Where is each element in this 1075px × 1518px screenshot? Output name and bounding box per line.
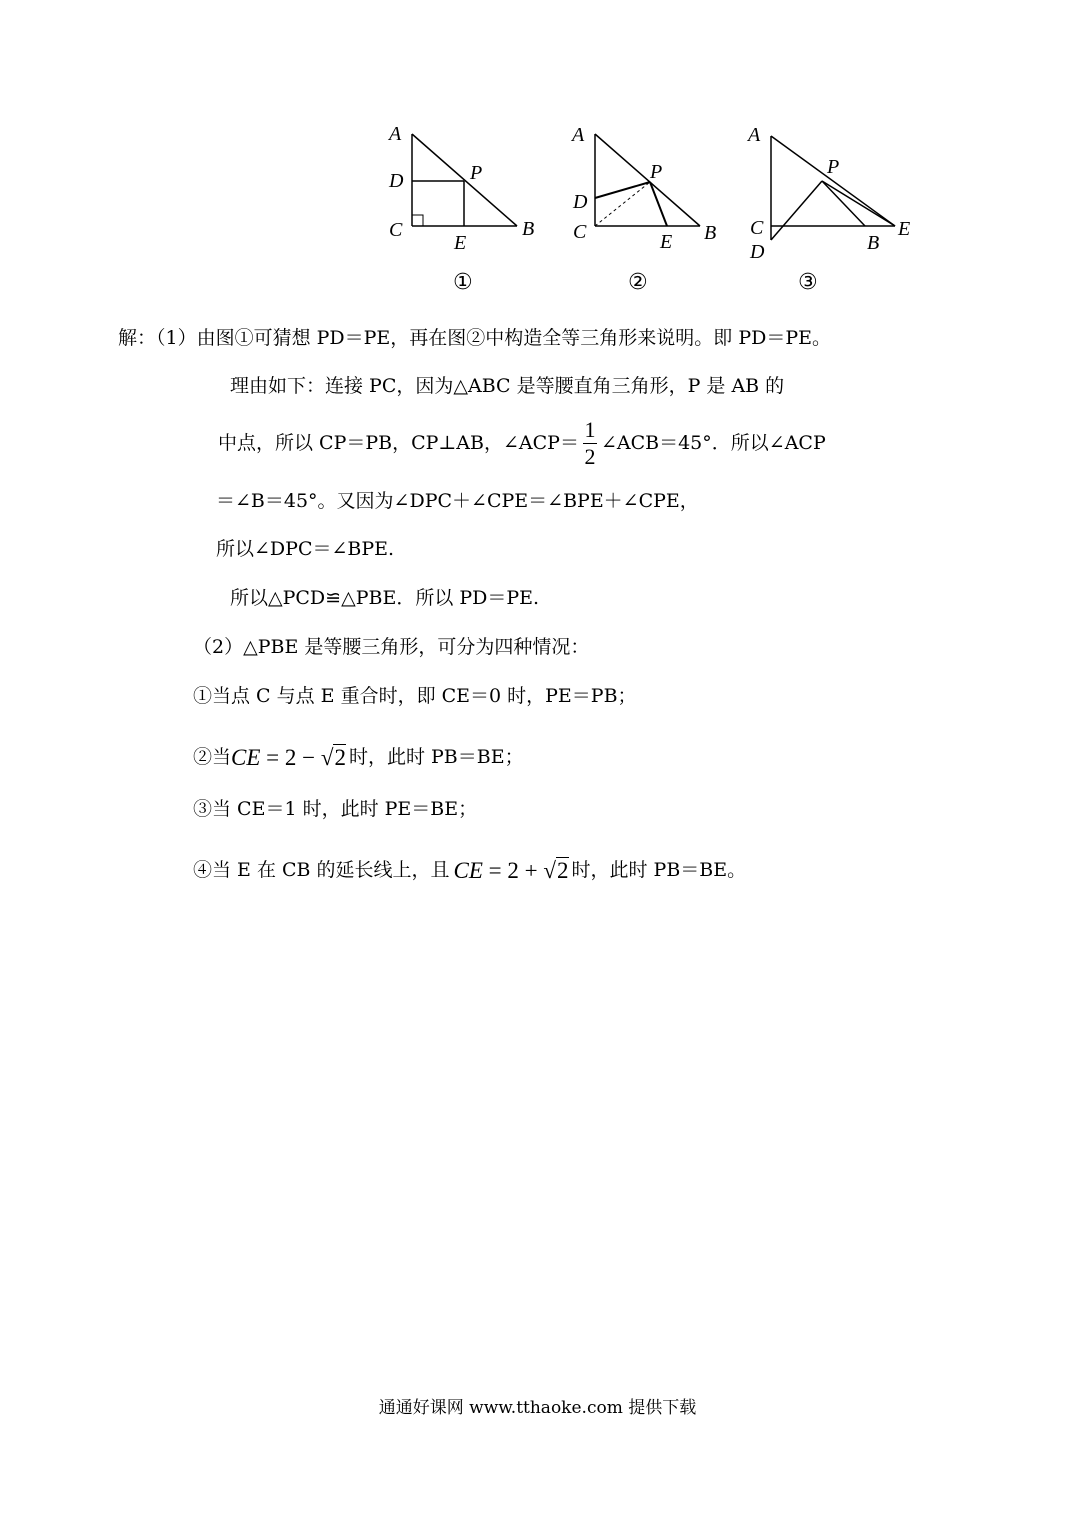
solution-line-9-pre: ②当: [193, 745, 232, 768]
fig2-caption: ②: [628, 270, 648, 295]
fig3-label-D: D: [750, 241, 765, 263]
fig1-label-E: E: [454, 232, 467, 254]
solution-line-3: [218, 418, 826, 468]
figure-3: [745, 118, 930, 298]
fig3-label-P: P: [827, 156, 840, 178]
fig3-caption: ③: [798, 270, 818, 295]
figure-2: [565, 118, 735, 298]
fig3-label-E: E: [898, 218, 911, 240]
fig2-label-D: D: [573, 191, 588, 213]
math-var-ce-2: CE: [453, 857, 483, 883]
solution-line-7: （2）△PBE 是等腰三角形，可分为四种情况：: [193, 636, 590, 658]
fig3-label-A: A: [748, 124, 761, 146]
fig2-label-A: A: [572, 124, 585, 146]
fraction-numerator: 1: [584, 417, 596, 443]
solution-line-2: 理由如下：连接 PC，因为△ABC 是等腰直角三角形，P 是 AB 的: [230, 375, 785, 397]
fig2-label-C: C: [573, 221, 587, 243]
solution-line-9: [193, 742, 524, 772]
solution-line-4: ＝∠B＝45°。又因为∠DPC＋∠CPE＝∠BPE＋∠CPE，: [216, 490, 699, 512]
sqrt-radicand-2: 2: [557, 857, 569, 883]
solution-line-10: ③当 CE＝1 时，此时 PE＝BE；: [193, 798, 478, 820]
fig1-caption: ①: [453, 270, 473, 295]
solution-line-5: 所以∠DPC＝∠BPE.: [216, 538, 395, 560]
fig1-label-B: B: [522, 218, 535, 240]
solution-line-3a: 中点，所以 CP＝PB，CP⊥AB，∠ACP＝: [218, 431, 579, 454]
sqrt-symbol-2: √2: [543, 857, 569, 883]
fig3-label-C: C: [750, 217, 764, 239]
sqrt-radicand: 2: [334, 744, 346, 770]
fig3-label-B: B: [867, 232, 880, 254]
solution-line-11-pre: ④当 E 在 CB 的延长线上，且: [193, 858, 450, 881]
fig2-label-P: P: [650, 161, 663, 183]
fraction-one-half: [583, 418, 597, 467]
solution-line-6: 所以△PCD≌△PBE．所以 PD＝PE.: [230, 587, 540, 609]
math-eq-plus: = 2 +: [482, 857, 544, 883]
math-ce-minus-sqrt2: [231, 746, 346, 769]
solution-line-1: 解：（1）由图①可猜想 PD＝PE，再在图②中构造全等三角形来说明。即 PD＝PE。: [118, 327, 832, 349]
math-ce-plus-sqrt2: [454, 859, 569, 882]
fraction-denominator: 2: [584, 443, 596, 469]
page-footer: 通通好课网 www.tthaoke.com 提供下载: [378, 1398, 697, 1418]
solution-line-9-post: 时，此时 PB＝BE；: [348, 745, 524, 768]
sqrt-symbol: √2: [320, 744, 346, 770]
math-eq-minus: = 2 −: [260, 744, 321, 770]
fig2-label-B: B: [704, 222, 717, 244]
fig1-label-P: P: [470, 162, 483, 184]
fig2-label-E: E: [660, 231, 673, 253]
fig1-label-D: D: [389, 170, 404, 192]
figure-1: [380, 118, 550, 298]
solution-line-11-post: 时，此时 PB＝BE。: [571, 858, 747, 881]
solution-line-11: [193, 855, 746, 885]
math-var-ce: CE: [231, 744, 261, 770]
fig1-label-A: A: [389, 123, 402, 145]
solution-line-8: ①当点 C 与点 E 重合时，即 CE＝0 时，PE＝PB；: [193, 685, 637, 707]
solution-line-3b: ∠ACB＝45°．所以∠ACP: [600, 431, 826, 454]
fig1-label-C: C: [389, 219, 403, 241]
